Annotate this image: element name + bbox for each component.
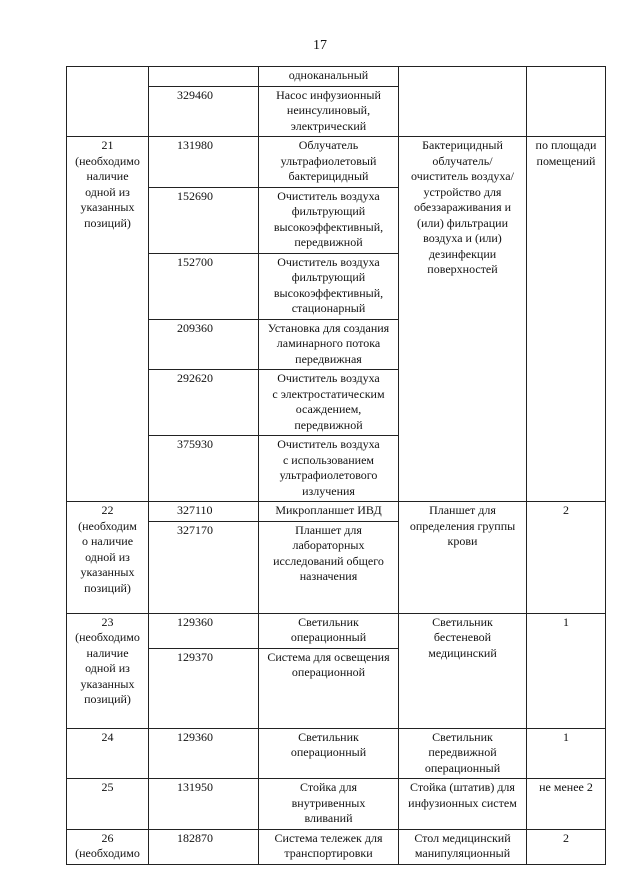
position-cell — [67, 67, 149, 137]
item-name-cell: одноканальный — [259, 67, 399, 87]
item-name-cell: Система для освещения операционной — [259, 648, 399, 728]
equipment-type-cell: Светильник бестеневой медицинский — [399, 613, 527, 728]
code-cell: 129360 — [149, 728, 259, 779]
position-cell: 25 — [67, 779, 149, 830]
code-cell: 152690 — [149, 187, 259, 253]
equipment-type-cell: Планшет для определения группы крови — [399, 502, 527, 614]
code-cell: 329460 — [149, 86, 259, 137]
equipment-type-cell: Стойка (штатив) для инфузионных систем — [399, 779, 527, 830]
code-cell: 152700 — [149, 253, 259, 319]
item-name-cell: Система тележек для транспортировки — [259, 829, 399, 864]
table-row — [67, 502, 606, 522]
position-cell: 22 (необходим о наличие одной из указанных позиций) — [67, 502, 149, 614]
code-cell: 129370 — [149, 648, 259, 728]
code-cell: 375930 — [149, 436, 259, 502]
item-name-cell: Облучатель ультрафиолетовый бактерицидный — [259, 137, 399, 188]
item-name-cell: Насос инфузионный неинсулиновый, электрический — [259, 86, 399, 137]
quantity-cell: 1 — [527, 728, 606, 779]
item-name-cell: Светильник операционный — [259, 613, 399, 648]
table-row — [67, 728, 606, 779]
item-name-cell: Стойка для внутривенных вливаний — [259, 779, 399, 830]
quantity-cell: не менее 2 — [527, 779, 606, 830]
code-cell: 209360 — [149, 319, 259, 370]
item-name-cell: Микропланшет ИВД — [259, 502, 399, 522]
code-cell: 182870 — [149, 829, 259, 864]
quantity-cell: 2 — [527, 829, 606, 864]
item-name-cell: Светильник операционный — [259, 728, 399, 779]
quantity-cell: 2 — [527, 502, 606, 614]
equipment-type-cell: Бактерицидный облучатель/ очиститель воздуха/ устройство для обеззараживания и (или) фильтрации воздуха и (или) дезинфекции поверхностей — [399, 137, 527, 502]
item-name-cell: Очиститель воздуха фильтрующий высокоэффективный, передвижной — [259, 187, 399, 253]
code-cell: 131980 — [149, 137, 259, 188]
position-cell: 23 (необходимо наличие одной из указанных позиций) — [67, 613, 149, 728]
quantity-cell: 1 — [527, 613, 606, 728]
item-name-cell: Очиститель воздуха фильтрующий высокоэффективный, стационарный — [259, 253, 399, 319]
quantity-cell — [527, 67, 606, 137]
item-name-cell: Очиститель воздуха с электростатическим осаждением, передвижной — [259, 370, 399, 436]
table-row — [67, 613, 606, 648]
item-name-cell: Установка для создания ламинарного потока передвижная — [259, 319, 399, 370]
code-cell: 327110 — [149, 502, 259, 522]
code-cell: 129360 — [149, 613, 259, 648]
position-cell: 21 (необходимо наличие одной из указанных позиций) — [67, 137, 149, 502]
code-cell — [149, 67, 259, 87]
equipment-type-cell: Стол медицинский манипуляционный — [399, 829, 527, 864]
equipment-type-cell: Светильник передвижной операционный — [399, 728, 527, 779]
table-row — [67, 829, 606, 864]
position-cell: 24 — [67, 728, 149, 779]
code-cell: 327170 — [149, 521, 259, 613]
quantity-cell: по площади помещений — [527, 137, 606, 502]
table-row — [67, 67, 606, 87]
table-row — [67, 137, 606, 188]
equipment-type-cell — [399, 67, 527, 137]
code-cell: 131950 — [149, 779, 259, 830]
position-cell: 26 (необходимо — [67, 829, 149, 864]
page-number: 17 — [313, 38, 327, 53]
item-name-cell: Планшет для лабораторных исследований общего назначения — [259, 521, 399, 613]
item-name-cell: Очиститель воздуха с использованием ультрафиолетового излучения — [259, 436, 399, 502]
table-row — [67, 779, 606, 830]
equipment-table — [66, 66, 606, 865]
code-cell: 292620 — [149, 370, 259, 436]
